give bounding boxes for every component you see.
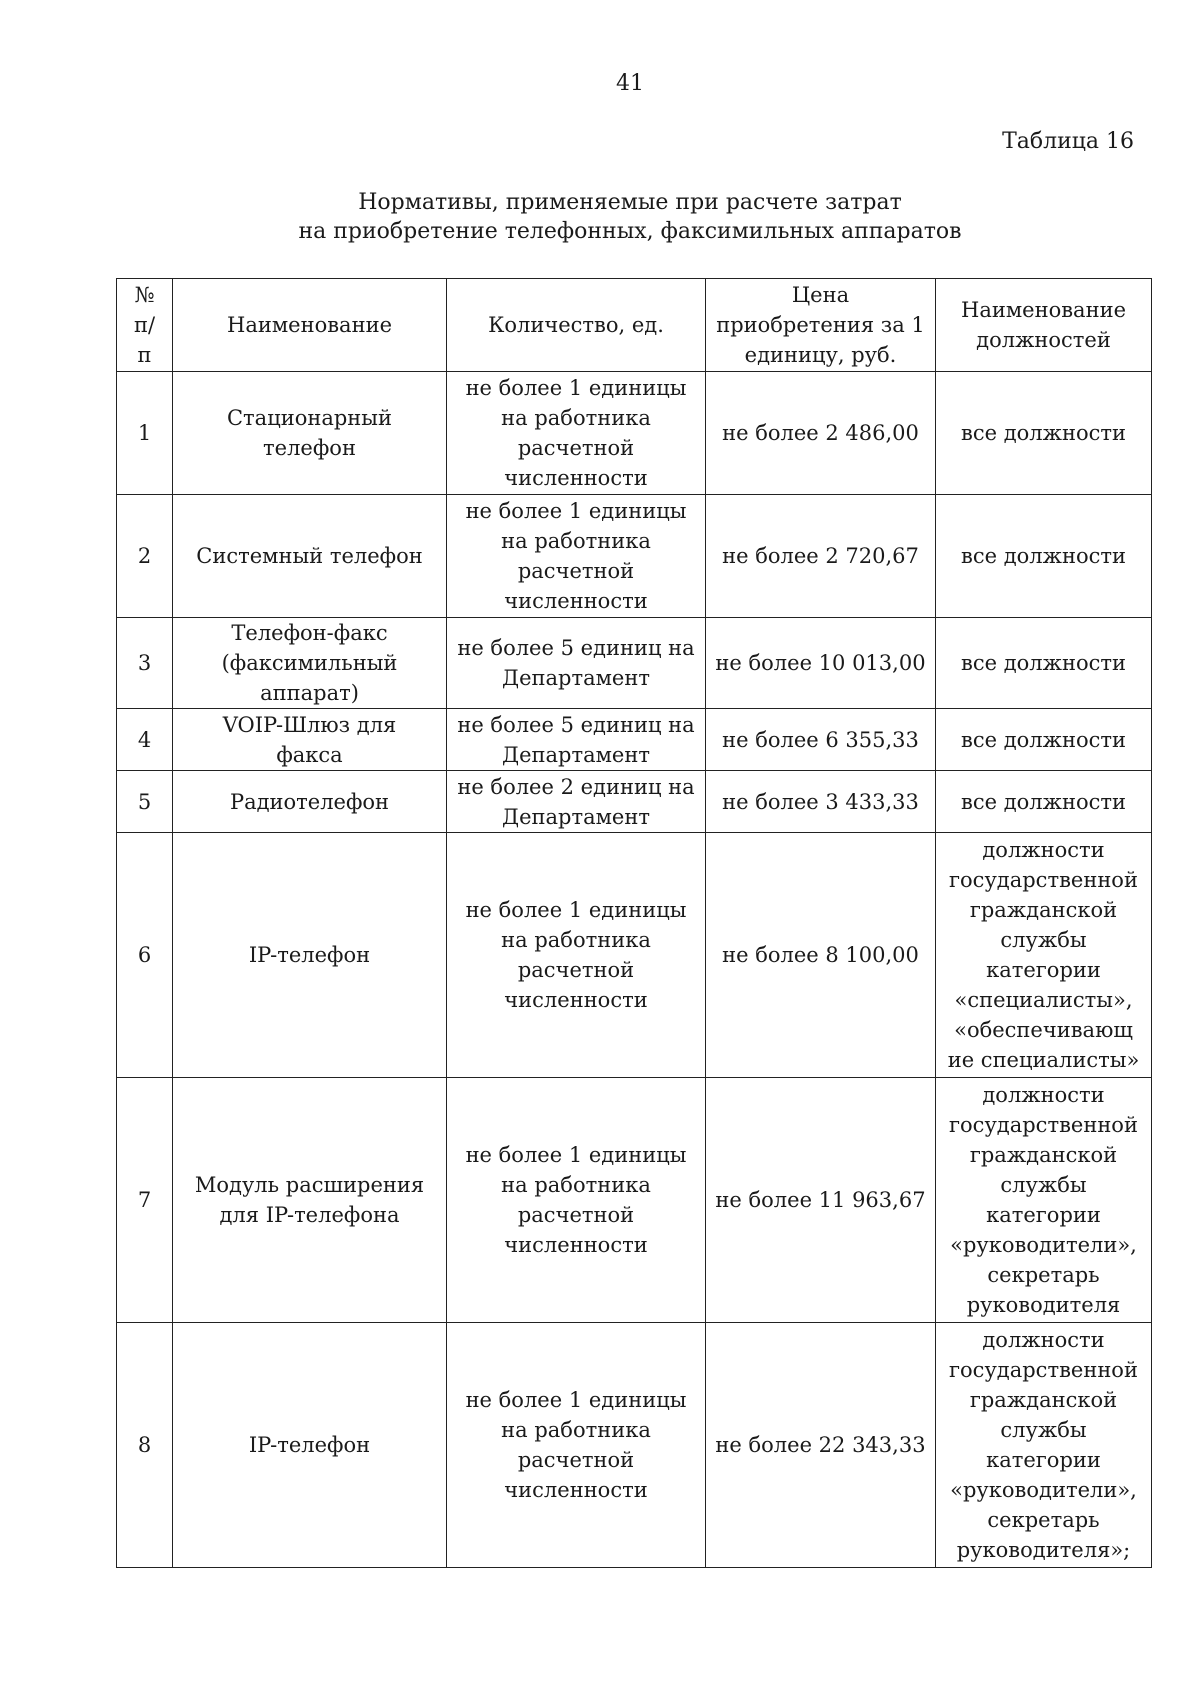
row-positions-line: гражданской	[969, 1143, 1118, 1167]
row-name-line: для IP-телефона	[219, 1203, 400, 1227]
row-name-line: IP-телефон	[248, 943, 371, 967]
table-row	[117, 1078, 1152, 1323]
row-positions-line: все должности	[961, 789, 1126, 814]
row-quantity-line: на работника	[501, 529, 651, 553]
row-positions	[936, 495, 1152, 618]
table-header-row	[117, 279, 1152, 372]
row-quantity-line: Департамент	[502, 742, 650, 767]
row-quantity-line: не более 1 единицы	[465, 1143, 687, 1167]
norms-table	[116, 278, 1152, 1568]
header-quantity: Количество, ед.	[447, 279, 706, 372]
header-positions	[936, 279, 1152, 372]
header-positions-line-1: Наименование	[961, 298, 1126, 322]
row-positions-line: все должности	[961, 727, 1126, 752]
row-name-line: (факсимильный	[221, 651, 398, 675]
row-number: 6	[117, 833, 173, 1078]
row-positions-line: гражданской	[969, 898, 1118, 922]
row-name-line: Модуль расширения	[194, 1173, 425, 1197]
row-positions-line: должности	[982, 1328, 1105, 1352]
row-name	[173, 1323, 447, 1568]
row-positions-line: все должности	[961, 421, 1126, 445]
row-positions	[936, 709, 1152, 771]
row-quantity	[447, 1323, 706, 1568]
row-number: 5	[117, 771, 173, 833]
row-name	[173, 1078, 447, 1323]
row-quantity-line: численности	[504, 988, 648, 1012]
row-positions-line: все должности	[961, 651, 1126, 675]
row-name-line: VOIP-Шлюз для	[222, 712, 397, 737]
row-positions-line: категории	[986, 1448, 1101, 1472]
row-price: не более 3 433,33	[706, 771, 936, 833]
row-positions-line: государственной	[949, 1358, 1138, 1382]
row-name-line: телефон	[263, 436, 356, 460]
page-number: 41	[616, 71, 644, 96]
row-price: не более 8 100,00	[706, 833, 936, 1078]
row-positions	[936, 618, 1152, 709]
row-positions-line: секретарь	[987, 1263, 1100, 1287]
row-positions-line: ие специалисты»	[947, 1048, 1140, 1072]
row-quantity-line: на работника	[501, 1173, 651, 1197]
row-name	[173, 495, 447, 618]
row-price: не более 10 013,00	[706, 618, 936, 709]
row-positions-line: «руководители»,	[950, 1233, 1137, 1257]
row-quantity-line: расчетной	[517, 958, 635, 982]
row-name	[173, 372, 447, 495]
row-positions-line: все должности	[961, 544, 1126, 568]
row-quantity-line: не более 1 единицы	[465, 376, 687, 400]
row-positions-line: «руководители»,	[950, 1478, 1137, 1502]
row-quantity-line: численности	[504, 1233, 648, 1257]
row-positions-line: «специалисты»,	[954, 988, 1133, 1012]
row-name-line: IP-телефон	[248, 1433, 371, 1457]
row-number: 3	[117, 618, 173, 709]
row-quantity-line: на работника	[501, 1418, 651, 1442]
row-name-line: факса	[276, 742, 343, 767]
row-number: 4	[117, 709, 173, 771]
row-positions	[936, 833, 1152, 1078]
row-name	[173, 771, 447, 833]
row-quantity-line: на работника	[501, 406, 651, 430]
row-number: 1	[117, 372, 173, 495]
row-positions	[936, 771, 1152, 833]
table-row	[117, 709, 1152, 771]
header-price-line-2: приобретения за 1	[716, 313, 925, 337]
row-positions-line: секретарь	[987, 1508, 1100, 1532]
row-name-line: Стационарный	[226, 406, 393, 430]
row-price: не более 2 486,00	[706, 372, 936, 495]
row-price: не более 22 343,33	[706, 1323, 936, 1568]
row-number: 7	[117, 1078, 173, 1323]
row-quantity	[447, 495, 706, 618]
row-name	[173, 833, 447, 1078]
header-number	[117, 279, 173, 372]
row-quantity-line: численности	[504, 589, 648, 613]
row-number: 8	[117, 1323, 173, 1568]
row-positions	[936, 1078, 1152, 1323]
row-quantity	[447, 833, 706, 1078]
header-price-line-3: единицу, руб.	[744, 343, 897, 367]
table-row	[117, 372, 1152, 495]
table-row	[117, 495, 1152, 618]
row-positions-line: службы	[1000, 1173, 1087, 1197]
row-quantity	[447, 1078, 706, 1323]
row-positions-line: службы	[1000, 1418, 1087, 1442]
header-number-line-1: №	[134, 283, 155, 307]
row-positions-line: руководителя»;	[956, 1538, 1131, 1562]
row-positions-line: гражданской	[969, 1388, 1118, 1412]
table-label: Таблица 16	[1002, 129, 1134, 154]
row-positions-line: «обеспечивающ	[954, 1018, 1133, 1042]
row-positions-line: категории	[986, 958, 1101, 982]
row-positions-line: категории	[986, 1203, 1101, 1227]
table-row	[117, 771, 1152, 833]
header-name: Наименование	[173, 279, 447, 372]
document-title	[0, 188, 1200, 246]
table-row	[117, 833, 1152, 1078]
row-price: не более 2 720,67	[706, 495, 936, 618]
row-quantity-line: не более 5 единиц на	[457, 712, 695, 737]
row-positions-line: руководителя	[966, 1293, 1121, 1317]
row-positions-line: должности	[982, 838, 1105, 862]
row-quantity	[447, 771, 706, 833]
row-quantity-line: Департамент	[502, 804, 650, 829]
row-quantity-line: расчетной	[517, 559, 635, 583]
row-positions-line: должности	[982, 1083, 1105, 1107]
header-positions-line-2: должностей	[976, 328, 1111, 352]
header-number-line-2: п/	[133, 313, 156, 337]
row-number: 2	[117, 495, 173, 618]
row-name-line: Телефон-факс	[231, 621, 388, 645]
row-positions	[936, 1323, 1152, 1568]
row-quantity-line: не более 5 единиц на	[457, 636, 695, 660]
header-price	[706, 279, 936, 372]
row-name-line: Радиотелефон	[229, 789, 390, 814]
row-quantity-line: Департамент	[502, 666, 650, 690]
header-number-line-3: п	[137, 343, 152, 367]
header-price-line-1: Цена	[791, 283, 850, 307]
row-name	[173, 709, 447, 771]
row-price: не более 6 355,33	[706, 709, 936, 771]
row-quantity-line: численности	[504, 466, 648, 490]
row-quantity	[447, 709, 706, 771]
row-quantity-line: не более 1 единицы	[465, 898, 687, 922]
document-title-line-2: на приобретение телефонных, факсимильных аппаратов	[298, 219, 962, 244]
row-quantity-line: не более 1 единицы	[465, 499, 687, 523]
row-quantity-line: на работника	[501, 928, 651, 952]
row-positions-line: службы	[1000, 928, 1087, 952]
table-row	[117, 618, 1152, 709]
row-name	[173, 618, 447, 709]
table-row	[117, 1323, 1152, 1568]
row-positions-line: государственной	[949, 1113, 1138, 1137]
document-title-line-1: Нормативы, применяемые при расчете затрат	[358, 190, 902, 215]
row-quantity-line: расчетной	[517, 1448, 635, 1472]
row-quantity-line: расчетной	[517, 1203, 635, 1227]
row-positions	[936, 372, 1152, 495]
row-quantity-line: численности	[504, 1478, 648, 1502]
row-quantity	[447, 618, 706, 709]
row-name-line: Системный телефон	[196, 544, 423, 568]
row-quantity-line: не более 1 единицы	[465, 1388, 687, 1412]
row-quantity-line: расчетной	[517, 436, 635, 460]
row-positions-line: государственной	[949, 868, 1138, 892]
row-price: не более 11 963,67	[706, 1078, 936, 1323]
row-quantity	[447, 372, 706, 495]
row-name-line: аппарат)	[260, 681, 359, 705]
row-quantity-line: не более 2 единиц на	[457, 774, 695, 799]
